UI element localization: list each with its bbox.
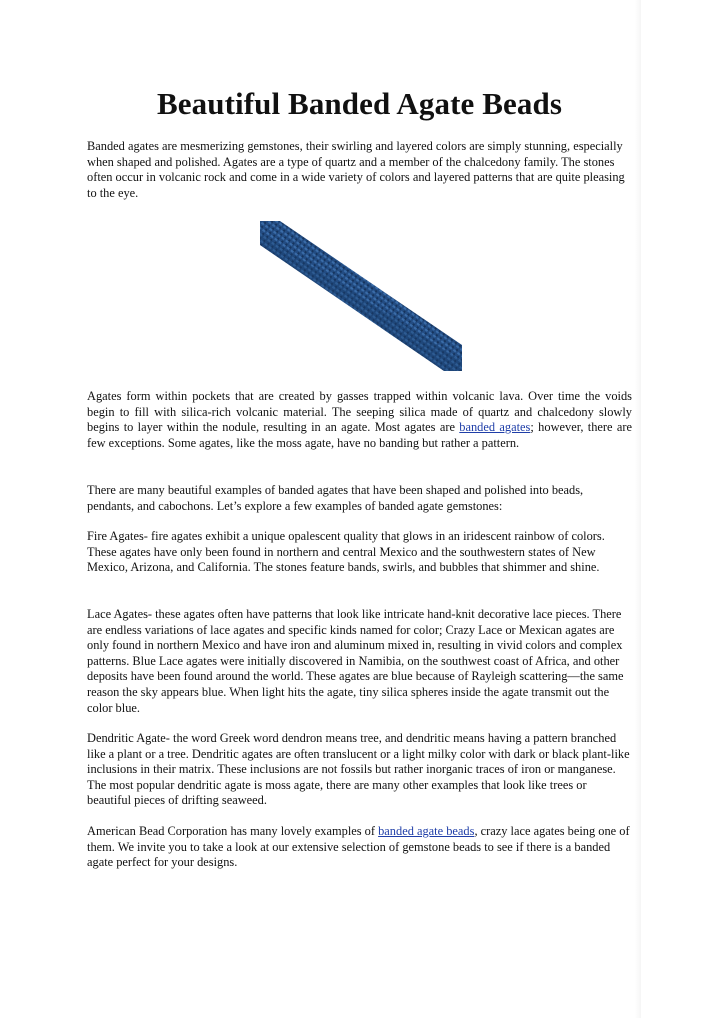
closing-text-after: , crazy lace agates being one of them. We invite you to take a look at our extensive selection of gemstone beads to see if there is a banded agate perfect for your designs.	[87, 824, 630, 870]
intro-paragraph: Banded agates are mesmerizing gemstones, their swirling and layered colors are simply stunning, especially when shaped and polished. Agates are a type of quartz and a member of the chalcedony family. The stones often occur in volcanic rock and come in a wide variety of colors and layered patterns that are quite pleasing to the eye.	[87, 139, 625, 200]
formation-text-before: Agates form within pockets that are created by gasses trapped within volcanic lava. Over time the voids begin to fill with silica-rich volcanic material. The seeping silica made of quartz and chalcedony slowly begins to layer within the nodule, resulting in an agate. Most agates are	[87, 389, 632, 435]
banded-agate-beads-link[interactable]: banded agate beads	[378, 824, 475, 838]
lace-agates-paragraph: Lace Agates- these agates often have patterns that look like intricate hand-knit decorative lace pieces. There are endless variations of lace agates and specific kinds named for color; Crazy Lace or Mexican agates are only found in northern Mexico and have iron and aluminum mixed in, resulting in vivid colors and complex patterns. Blue Lace agates were initially discovered in Namibia, on the southwest coast of Africa, and other deposits have been found around the world. These agates are blue because of Rayleigh scattering—the same reason the sky appears blue. When light hits the agate, tiny silica spheres inside the agate transmit out the color blue.	[87, 607, 624, 715]
page-title: Beautiful Banded Agate Beads	[157, 86, 562, 121]
dendritic-agate-paragraph: Dendritic Agate- the word Greek word dendron means tree, and dendritic means having a pattern branched like a plant or a tree. Dendritic agates are often translucent or a light milky color with dark or black plant-like inclusions in their matrix. These inclusions are not fossils but rather inorganic traces of iron or manganese. The most popular dendritic agate is moss agate, there are many other examples that look like trees or beautiful pieces of drifting seaweed.	[87, 731, 630, 808]
closing-paragraph	[87, 824, 632, 871]
formation-text-after: ; however, there are few exceptions. Some agates, like the moss agate, have no banding but rather a pattern.	[87, 420, 633, 450]
formation-paragraph	[87, 389, 632, 451]
banded-agates-link[interactable]: banded agates	[459, 420, 531, 435]
page-edge-shadow	[635, 0, 641, 1018]
closing-text-before: American Bead Corporation has many lovely examples of	[87, 824, 379, 838]
examples-intro-paragraph: There are many beautiful examples of banded agates that have been shaped and polished into beads, pendants, and cabochons. Let’s explore a few examples of banded agate gemstones:	[87, 483, 584, 513]
bead-strand-image	[258, 219, 464, 373]
fire-agates-paragraph: Fire Agates- fire agates exhibit a unique opalescent quality that glows in an iridescent rainbow of colors. These agates have only been found in northern and central Mexico and the southwestern states of New Mexico, Arizona, and California. The stones feature bands, swirls, and bubbles that shimmer and shine.	[87, 529, 605, 575]
